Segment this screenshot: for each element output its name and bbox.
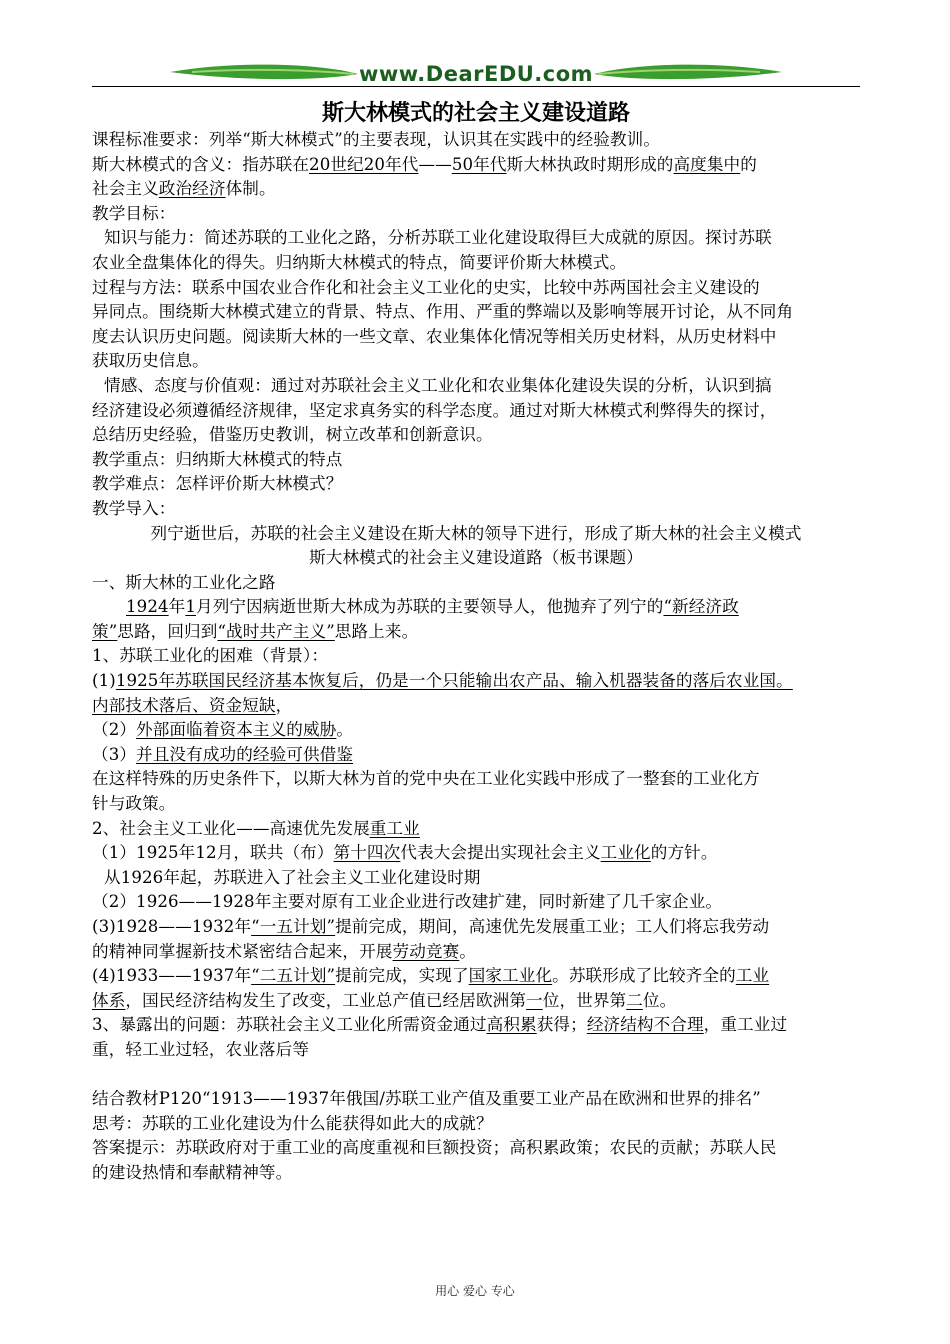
paragraph: 针与政策。 <box>92 794 176 814</box>
paragraph: 农业全盘集体化的得失。归纳斯大林模式的特点，简要评价斯大林模式。 <box>92 252 627 272</box>
header-rule <box>92 86 860 87</box>
paragraph: 思考：苏联的工业化建设为什么能获得如此大的成就？ <box>92 1113 493 1133</box>
paragraph: 在这样特殊的历史条件下，以斯大林为首的党中央在工业化实践中形成了一整套的工业化方 <box>92 769 760 789</box>
paragraph: 课程标准要求：列举“斯大林模式”的主要表现，认识其在实践中的经验教训。 <box>92 130 661 149</box>
page-footer: 用心 爱心 专心 <box>435 1284 515 1298</box>
paragraph: 总结历史经验，借鉴历史教训，树立改革和创新意识。 <box>92 425 493 445</box>
paragraph: 重，轻工业过轻，农业落后等 <box>92 1039 310 1059</box>
paragraph: 体系，国民经济结构发生了改变，工业总产值已经居欧洲第一位，世界第二位。 <box>92 990 677 1010</box>
paragraph: 知识与能力：简述苏联的工业化之路，分析苏联工业化建设取得巨大成就的原因。探讨苏联 <box>104 228 772 248</box>
paragraph: 斯大林模式的含义：指苏联在20世纪20年代——50年代斯大林执政时期形成的高度集中的 <box>92 154 757 174</box>
paragraph: 异同点。围绕斯大林模式建立的背景、特点、作用、严重的弊端以及影响等展开讨论，从不同角 <box>92 302 794 322</box>
paragraph: 过程与方法：联系中国农业合作化和社会主义工业化的史实，比较中苏两国社会主义建设的 <box>92 277 760 297</box>
paragraph: 度去认识历史问题。阅读斯大林的一些文章、农业集体化情况等相关历史材料，从历史材料中 <box>92 326 777 346</box>
list-item: 内部技术落后、资金短缺， <box>92 695 293 715</box>
list-item: （3）并且没有成功的经验可供借鉴 <box>92 744 354 764</box>
board-title: 斯大林模式的社会主义建设道路（板书课题） <box>309 548 643 568</box>
paragraph: 1924年1月列宁因病逝世斯大林成为苏联的主要领导人，他抛弃了列宁的“新经济政 <box>126 597 739 617</box>
subsection-heading: 3、暴露出的问题：苏联社会主义工业化所需资金通过高积累获得；经济结构不合理，重工业过 <box>92 1015 788 1035</box>
list-item: (4)1933——1937年“二五计划”提前完成，实现了国家工业化。苏联形成了比较齐全的工业 <box>92 966 770 986</box>
section-heading: 教学难点：怎样评价斯大林模式？ <box>92 474 343 494</box>
section-heading: 教学重点：归纳斯大林模式的特点 <box>92 449 343 469</box>
paragraph: 的建设热情和奉献精神等。 <box>92 1162 293 1182</box>
blank-line <box>92 1063 860 1088</box>
paragraph: 从1926年起，苏联进入了社会主义工业化建设时期 <box>104 867 481 887</box>
paragraph: 的精神同掌握新技术紧密结合起来，开展劳动竞赛。 <box>92 941 476 961</box>
subsection-heading: 2、社会主义工业化——高速优先发展重工业 <box>92 818 420 838</box>
list-item: （2）外部面临着资本主义的威胁。 <box>92 720 354 740</box>
paragraph: 获取历史信息。 <box>92 351 209 371</box>
document-body <box>92 128 860 1186</box>
list-item: (3)1928——1932年“一五计划”提前完成，期间，高速优先发展重工业；工人们将忘我劳动 <box>92 917 770 936</box>
paragraph: 答案提示：苏联政府对于重工业的高度重视和巨额投资；高积累政策；农民的贡献；苏联人民 <box>92 1138 777 1158</box>
paragraph: 情感、态度与价值观：通过对苏联社会主义工业化和农业集体化建设失误的分析，认识到搞 <box>104 375 772 395</box>
section-heading: 教学目标： <box>92 203 176 223</box>
paragraph: 经济建设必须遵循经济规律，坚定求真务实的科学态度。通过对斯大林模式利弊得失的探讨， <box>92 400 777 420</box>
section-heading: 一、斯大林的工业化之路 <box>92 572 276 592</box>
subsection-heading: 1、苏联工业化的困难（背景）： <box>92 646 329 666</box>
banner-text[interactable]: www.DearEDU.com <box>358 62 594 86</box>
paragraph: 策”思路，回归到“战时共产主义”思路上来。 <box>92 621 419 641</box>
list-item: （1）1925年12月，联共（布）第十四次代表大会提出实现社会主义工业化的方针。 <box>92 843 718 863</box>
document-title: 斯大林模式的社会主义建设道路 <box>321 100 630 126</box>
list-item: (1)1925年苏联国民经济基本恢复后，仍是一个只能输出农产品、输入机器装备的落后农业国。 <box>92 671 793 691</box>
paragraph: 社会主义政治经济体制。 <box>92 179 276 199</box>
section-heading: 教学导入： <box>92 498 176 518</box>
paragraph: 结合教材P120“1913——1937年俄国/苏联工业产值及重要工业产品在欧洲和世界的排名” <box>92 1089 761 1109</box>
paragraph: 列宁逝世后，苏联的社会主义建设在斯大林的领导下进行，形成了斯大林的社会主义模式 <box>150 523 802 543</box>
list-item: （2）1926——1928年主要对原有工业企业进行改建扩建，同时新建了几千家企业。 <box>92 892 723 912</box>
